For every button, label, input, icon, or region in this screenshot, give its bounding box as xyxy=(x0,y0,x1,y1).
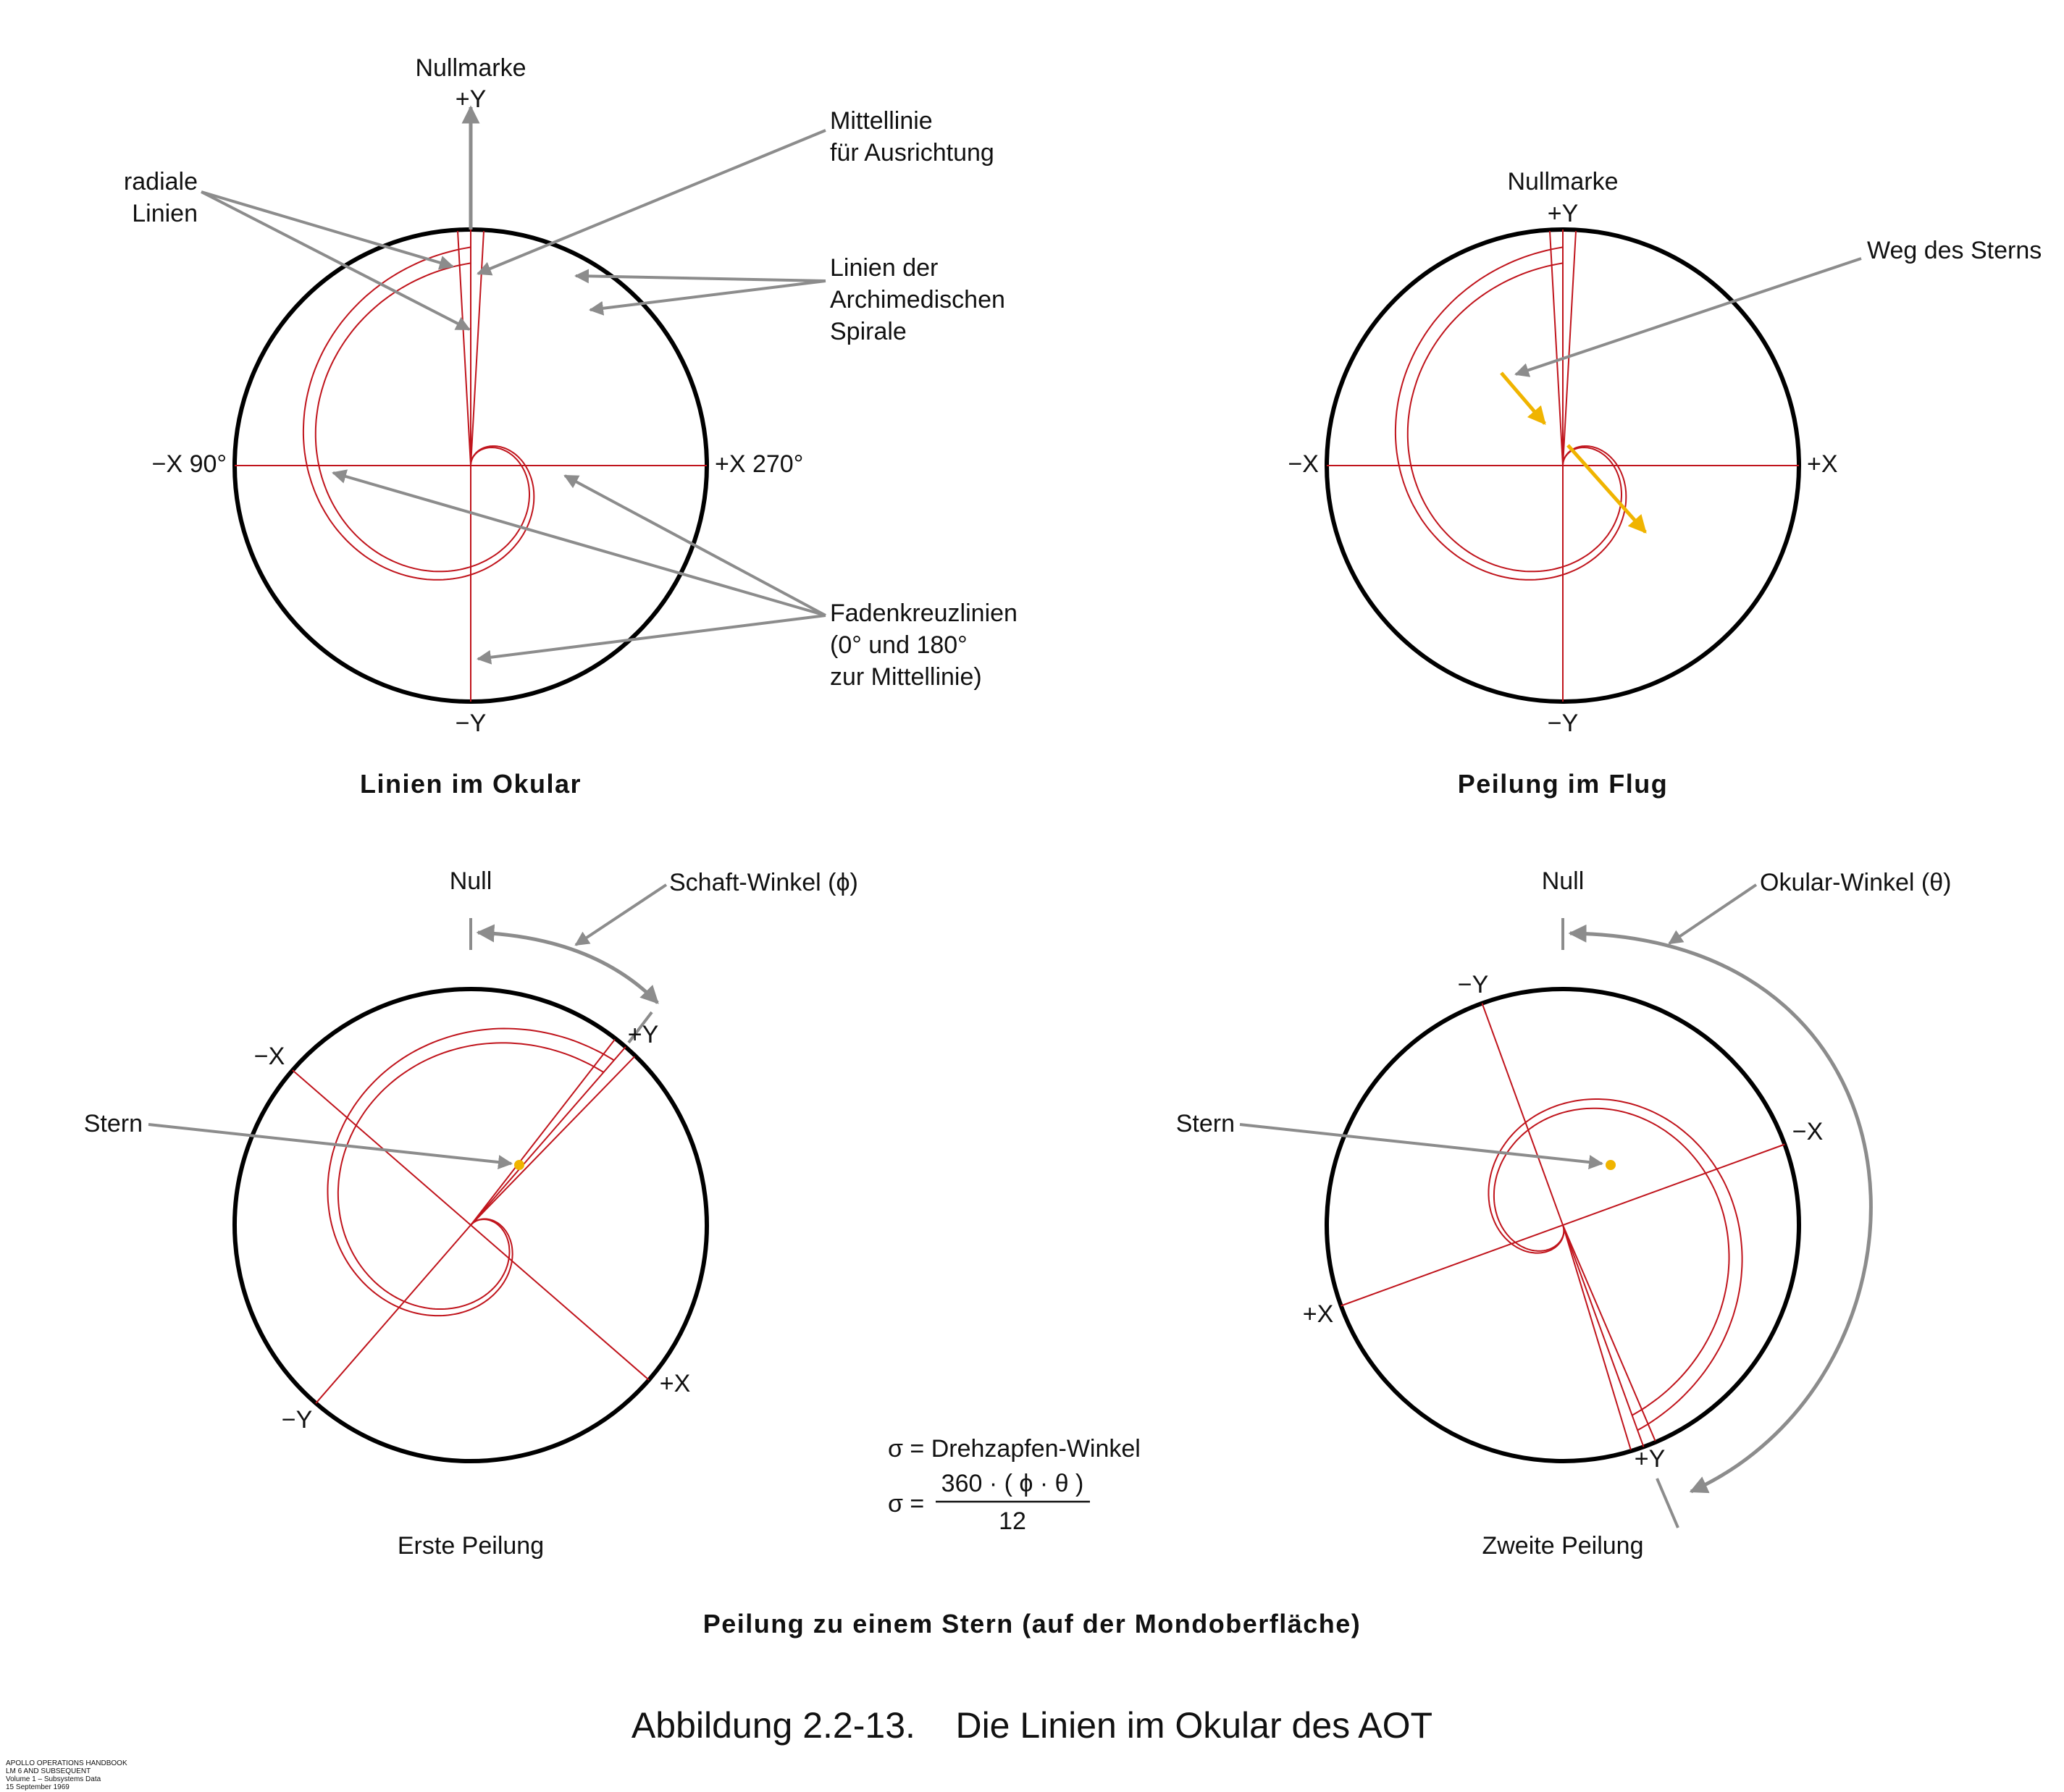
archimedean-spiral-outer xyxy=(303,247,534,579)
archimedean-spiral-outer xyxy=(1396,247,1626,579)
radial-lines-label-2: Linien xyxy=(132,200,198,227)
formula-numerator: 360 · ( ϕ · θ ) xyxy=(941,1470,1084,1497)
panel-first-sighting xyxy=(84,867,858,1560)
archimedean-spiral-inner xyxy=(1408,263,1622,571)
footer-line-4: 15 September 1969 xyxy=(6,1783,70,1791)
radial-line-right xyxy=(471,231,484,466)
radial-line-right xyxy=(1563,231,1576,466)
plus-y-label: +Y xyxy=(627,1021,659,1048)
star-pointer xyxy=(148,1124,511,1164)
star-pointer xyxy=(1240,1124,1602,1164)
center-line-label-1: Mittellinie xyxy=(830,107,933,135)
crosshair-pointer-3 xyxy=(478,615,826,659)
plus-y-label: +Y xyxy=(455,85,487,113)
footer-line-2: LM 6 AND SUBSEQUENT xyxy=(6,1767,91,1775)
radial-line-right xyxy=(471,1048,634,1233)
minus-y-label: −Y xyxy=(281,1406,313,1434)
eyepiece-angle-arc xyxy=(1570,933,1871,1492)
null-mark-label: Nullmarke xyxy=(1507,168,1619,195)
minus-y-label: −Y xyxy=(1547,710,1579,737)
footer-block xyxy=(6,1759,127,1791)
reticle-lines xyxy=(235,230,707,702)
center-line-label-2: für Ausrichtung xyxy=(830,139,994,167)
archimedean-spiral-outer xyxy=(1464,1061,1795,1452)
null-mark-label: Nullmarke xyxy=(415,54,527,82)
reticle-group xyxy=(1327,230,1799,702)
star-path-label: Weg des Sterns xyxy=(1867,237,2042,264)
minus-x-label: −X xyxy=(1288,450,1319,478)
minus-x-label: −X 90° xyxy=(151,450,227,478)
formula-definition: σ = Drehzapfen-Winkel xyxy=(888,1435,1141,1463)
reticle-lines xyxy=(138,892,804,1558)
panel-subtitle: Linien im Okular xyxy=(359,769,582,799)
crosshair-label-2: (0° und 180° xyxy=(830,631,968,659)
minus-x-label: −X xyxy=(253,1043,285,1070)
radial-line-left xyxy=(461,1040,624,1225)
plus-x-label: +X xyxy=(1302,1300,1334,1328)
plus-y-label: +Y xyxy=(1547,200,1579,227)
star-path-pointer xyxy=(1516,258,1861,374)
formula-sigma: σ = xyxy=(888,1490,925,1518)
center-line-pointer xyxy=(478,130,826,274)
archimedean-spiral-outer xyxy=(269,951,662,1353)
panel-second-sighting xyxy=(1176,867,1952,1560)
crosshair-pointer-1 xyxy=(333,473,826,615)
spiral-label-1: Linien der xyxy=(830,254,939,282)
star-label: Stern xyxy=(1175,1110,1235,1137)
reticle-lines xyxy=(1327,230,1799,702)
panel-subtitle: Zweite Peilung xyxy=(1482,1532,1644,1560)
reticle-group xyxy=(235,230,707,702)
null-label: Null xyxy=(1541,867,1585,895)
trunnion-angle-formula xyxy=(888,1435,1141,1535)
shaft-angle-label: Schaft-Winkel (ϕ) xyxy=(669,869,858,896)
figure-caption: Abbildung 2.2-13. Die Linien im Okular des AOT xyxy=(631,1705,1433,1746)
minus-y-label: −Y xyxy=(455,710,487,737)
radial-line-left xyxy=(1563,1221,1656,1446)
minus-x-label: −X xyxy=(1792,1118,1824,1145)
archimedean-spiral-inner xyxy=(316,263,529,571)
star-path-arrow-1 xyxy=(1501,373,1545,424)
radial-line-left xyxy=(1550,231,1563,466)
crosshair-pointer-2 xyxy=(565,476,826,615)
plus-x-label: +X 270° xyxy=(715,450,804,478)
star-marker xyxy=(1606,1160,1616,1170)
panel-eyepiece-lines xyxy=(124,54,1018,799)
archimedean-spiral-inner xyxy=(1472,1072,1778,1435)
spiral-label-2: Archimedischen xyxy=(830,286,1005,314)
section-title: Peilung zu einem Stern (auf der Mondoberfläche) xyxy=(702,1609,1362,1639)
panel-subtitle: Peilung im Flug xyxy=(1457,769,1669,799)
archimedean-spiral-inner xyxy=(284,970,647,1343)
crosshair-label-1: Fadenkreuzlinien xyxy=(830,600,1018,627)
reticle-group xyxy=(138,892,804,1558)
radial-lines-label-1: radiale xyxy=(123,168,198,195)
minus-y-label: −Y xyxy=(1457,971,1489,998)
radial-line-right xyxy=(1551,1225,1643,1450)
eyepiece-angle-tick xyxy=(1657,1478,1678,1528)
footer-line-1: APOLLO OPERATIONS HANDBOOK xyxy=(6,1759,127,1767)
plus-y-label: +Y xyxy=(1634,1445,1666,1473)
shaft-angle-pointer xyxy=(576,885,666,945)
formula-denominator: 12 xyxy=(999,1507,1026,1535)
spiral-label-3: Spirale xyxy=(830,318,907,345)
panel-in-flight-sighting xyxy=(1288,168,2042,799)
radial-line-left xyxy=(458,231,471,466)
star-label: Stern xyxy=(83,1110,143,1137)
plus-x-label: +X xyxy=(1807,450,1838,478)
null-label: Null xyxy=(449,867,492,895)
eyepiece-angle-label: Okular-Winkel (θ) xyxy=(1760,869,1952,896)
plus-x-label: +X xyxy=(659,1370,691,1397)
star-marker xyxy=(514,1160,524,1170)
panel-subtitle: Erste Peilung xyxy=(397,1532,545,1560)
crosshair-label-3: zur Mittellinie) xyxy=(830,663,982,691)
footer-line-3: Volume 1 – Subsystems Data xyxy=(6,1775,101,1783)
eyepiece-angle-pointer xyxy=(1669,885,1756,943)
